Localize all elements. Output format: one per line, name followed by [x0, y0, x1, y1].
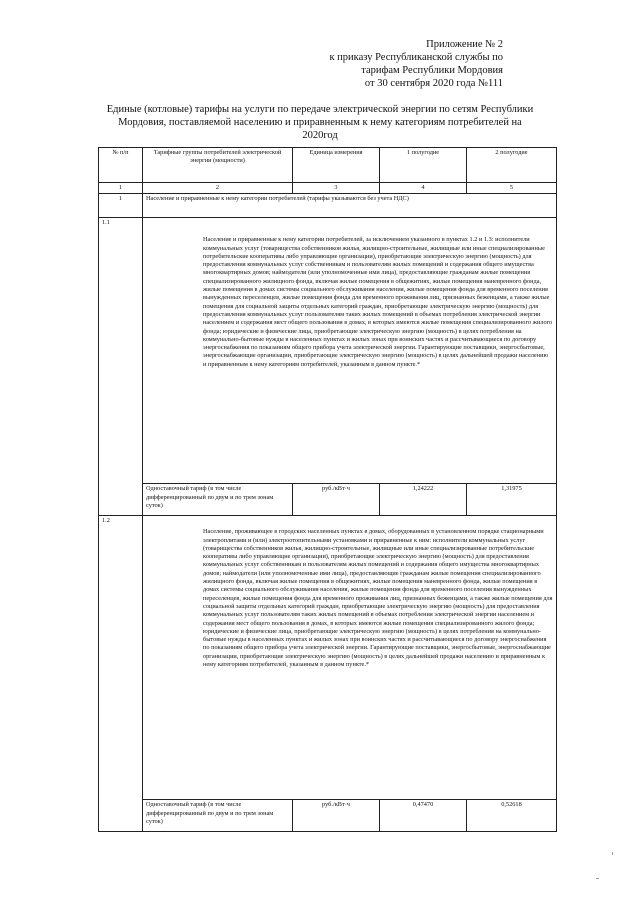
unit-cell: руб./кВт·ч [293, 484, 380, 516]
appendix-line: от 30 сентября 2020 года №111 [364, 78, 503, 89]
column-number-row [99, 183, 557, 194]
document-title: Единые (котловые) тарифы на услуги по передаче электрической энергии по сетям Республики Мордовия, поставляемой населению и приравненным к нему категориям потребителей на 2020год [106, 104, 534, 141]
table-row [99, 800, 557, 832]
table-row [99, 516, 557, 800]
header-group: Тарифные группы потребителей электрической энергии (мощности) [143, 148, 293, 183]
value-half2: 1,31975 [467, 484, 557, 516]
scan-speck [612, 852, 613, 855]
table-row [99, 484, 557, 516]
rate-label: Одноставочный тариф (в том числе дифференцированный по двум и по трем зонам суток) [143, 800, 293, 832]
header-half1: 1 полугодие [380, 148, 467, 183]
row-description: Население, проживающее в городских населенных пунктах в домах, оборудованных в установленном порядке стационарными электроплитами и (или) электроотопительными установками и приравненные к ним: исполнители коммунальных услуг (товарищества собственников жилья, жилищно-строительные, жилищные или иные специализированные потребительские кооперативы либо управляющие организации), приобретающие электрическую энергию (мощность) для предоставления коммунальных услуг собственникам и пользователям жилых помещений и содержания общего имущества многоквартирных домов; наймодатели (или уполномоченные ими лица), предоставляющие гражданам жилые помещения специализированного жилищного фонда, включая жилые помещения в общежитиях, жилые помещения маневренного фонда, жилые помещения в домах системы социального обслуживания населения, жилые помещения фонда для временного поселения вынужденных переселенцев, жилые помещения фонда для временного проживания лиц, признанных беженцами, а также жилые помещения для социальной защиты отдельных категорий граждан, приобретающие электрическую энергию (мощность) для предоставления коммунальных услуг пользователям таких жилых помещений в объемах потребления электрической энергии населением и содержания мест общего пользования в домах, в которых имеются жилые помещения специализированного жилого фонда; юридические и физические лица, приобретающие электрическую энергию (мощность) в целях потребления на коммунально-бытовые нужды в населенных пунктах и жилых зонах при воинских частях и рассчитывающиеся по договору энергоснабжения по показаниям общего прибора учета электрической энергии. Гарантирующие поставщики, энергосбытовые, энергоснабжающие организации, приобретающие электрическую энергию (мощность) в целях дальнейшей продажи населению и приравненным к нему категориям потребителей, указанным в данном пункте.* [143, 516, 557, 800]
section-num: 1 [99, 194, 143, 218]
section-text: Население и приравненные к нему категории потребителей (тарифы указываются без учета НДС) [143, 194, 557, 218]
header-half2: 2 полугодие [467, 148, 557, 183]
header-unit: Единица измерения [293, 148, 380, 183]
value-half2: 0,52618 [467, 800, 557, 832]
appendix-line: Приложение № 2 [426, 39, 503, 50]
unit-cell: руб./кВт·ч [293, 800, 380, 832]
value-half1: 1,24222 [380, 484, 467, 516]
rate-label: Одноставочный тариф (в том числе дифференцированный по двум и по трем зонам суток) [143, 484, 293, 516]
tariff-table [98, 147, 557, 832]
row-num: 1.1 [99, 218, 143, 516]
section-row [99, 194, 557, 218]
appendix-header [243, 38, 503, 90]
table-row [99, 218, 557, 484]
row-num: 1.2 [99, 516, 143, 832]
scan-speck [596, 878, 599, 879]
table-header-row [99, 148, 557, 183]
column-number: 4 [380, 183, 467, 194]
header-num: № п/п [99, 148, 143, 183]
value-half1: 0,47470 [380, 800, 467, 832]
column-number: 1 [99, 183, 143, 194]
appendix-line: к приказу Республиканской службы по [329, 52, 503, 63]
row-description: Население и приравненные к нему категории потребителей, за исключением указанного в пунктах 1.2 и 1.3: исполнители коммунальных услуг (товарищества собственников жилья, жилищно-строительные, жилищные или иные специализированные потребительские кооперативы либо управляющие организации), приобретающие электрическую энергию (мощность) для предоставления коммунальных услуг собственникам и пользователям жилых помещений и содержания общего имущества многоквартирных домов; наймодатели (или уполномоченные ими лица), предоставляющие гражданам жилые помещения специализированного жилищного фонда, включая жилые помещения в общежитиях, жилые помещения маневренного фонда, жилые помещения в домах системы социального обслуживания населения, жилые помещения фонда для временного поселения вынужденных переселенцев, жилые помещения фонда для временного проживания лиц, признанных беженцами, а также жилые помещения для социальной защиты отдельных категорий граждан, приобретающие электрическую энергию (мощность) для предоставления коммунальных услуг пользователям таких жилых помещений в объемах потребления электрической энергии населением и содержания мест общего пользования в домах, в которых имеются жилые помещения специализированного жилого фонда; юридические и физические лица, приобретающие электрическую энергию (мощность) в целях потребления на коммунально-бытовые нужды в населенных пунктах и жилых зонах при воинских частях и рассчитывающиеся по договору энергоснабжения по показаниям общего прибора учета электрической энергии. Гарантирующие поставщики, энергосбытовые, энергоснабжающие организации, приобретающие электрическую энергию (мощность) в целях дальнейшей продажи населению и приравненным к нему категориям потребителей, указанным в данном пункте.* [143, 218, 557, 484]
column-number: 5 [467, 183, 557, 194]
column-number: 2 [143, 183, 293, 194]
column-number: 3 [293, 183, 380, 194]
appendix-line: тарифам Республики Мордовия [361, 65, 503, 76]
